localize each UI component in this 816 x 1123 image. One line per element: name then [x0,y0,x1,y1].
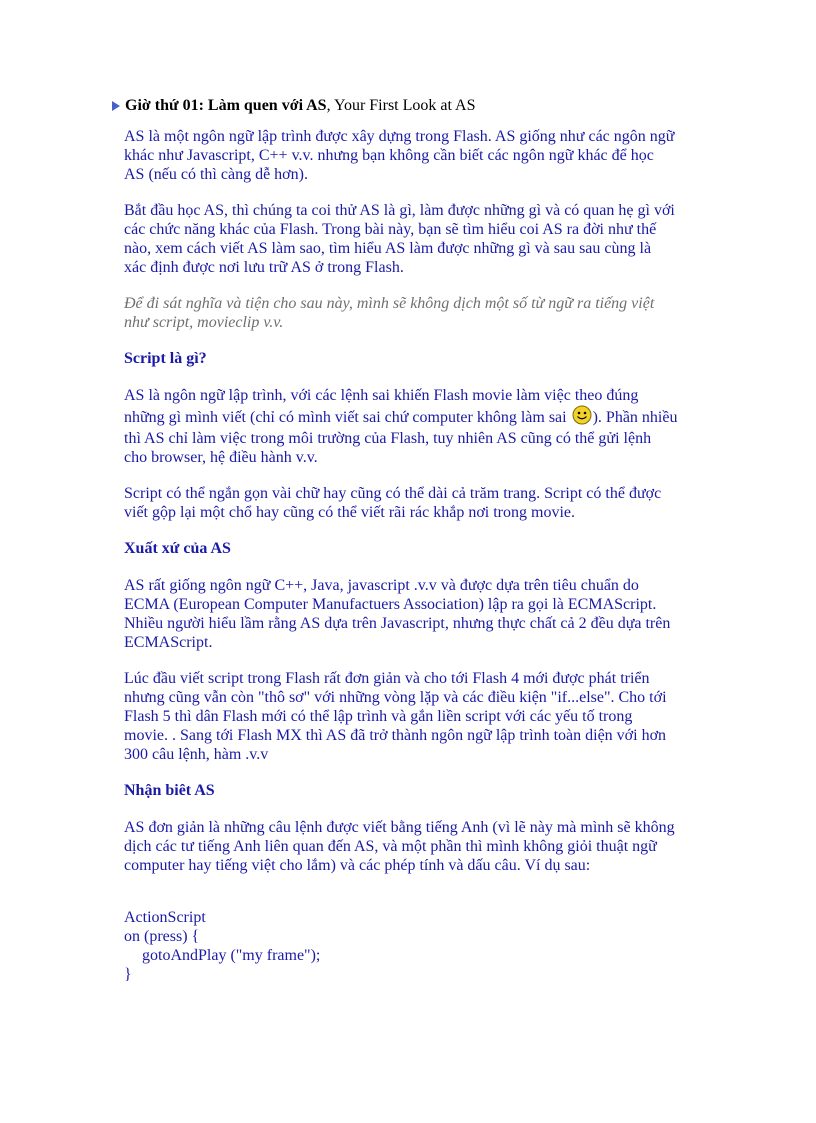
arrow-bullet-icon [112,101,120,111]
text-line: nhưng cũng vẫn còn "thô sơ" với những vòng lặp và các điều kiện "if...else". Cho tới [124,689,667,706]
text-line: nào, xem cách viết AS làm sao, tìm hiểu AS làm được những gì và sau sau cùng là [124,240,652,257]
document-content [124,96,704,984]
text-line: AS là ngôn ngữ lập trình, với các lệnh sai khiến Flash movie làm việc theo đúng [124,387,639,404]
text-line: khác như Javascript, C++ v.v. nhưng bạn không cần biết các ngôn ngữ khác để học [124,147,654,164]
script-paragraph-1 [124,386,704,467]
text-line: như script, movieclip v.v. [124,314,284,331]
text-line: Script có thể ngắn gọn vài chữ hay cũng có thể dài cả trăm trang. Script có thể được [124,485,662,502]
section-heading-recognize: Nhận biêt AS [124,782,215,799]
section-heading-script: Script là gì? [124,350,207,367]
text-line: Để đi sát nghĩa và tiện cho sau này, mình sẽ không dịch một số từ ngữ ra tiếng việt [124,295,655,312]
text-line: AS rất giống ngôn ngữ C++, Java, javascript .v.v và được dựa trên tiêu chuẩn do [124,577,639,594]
text-line: dịch các tư tiếng Anh liên quan đến AS, và một phần thì mình không giỏi thuật ngữ [124,838,657,855]
text-line: movie. . Sang tới Flash MX thì AS đã trở thành ngôn ngữ lập trình toàn diện với hơn [124,727,667,744]
lesson-title-subtitle: , Your First Look at AS [326,97,476,114]
lesson-title-bold: Giờ thứ 01: Làm quen với AS [125,97,327,114]
text-line: viết gộp lại một chổ hay cũng có thể viết rãi rác khắp nơi trong movie. [124,504,575,521]
text-line: AS (nếu có thì càng dễ hơn). [124,166,308,183]
translation-note [124,294,704,332]
origin-paragraph-2 [124,669,704,764]
overview-paragraph [124,201,704,277]
text-line: thì AS chỉ làm việc trong môi trường của Flash, tuy nhiên AS cũng có thể gửi lệnh [124,430,652,447]
code-label: ActionScript [124,909,206,926]
text-line [124,405,704,429]
origin-paragraph-1 [124,576,704,652]
code-example [124,908,704,984]
text-line: Bắt đầu học AS, thì chúng ta coi thử AS là gì, làm được những gì và có quan hẹ gì với [124,202,675,219]
script-paragraph-2 [124,484,704,522]
text-span: ). Phần nhiều [592,409,678,426]
text-line: ECMAScript. [124,634,213,651]
lesson-title [124,96,704,115]
recognize-paragraph [124,818,704,875]
section-heading-origin: Xuất xứ của AS [124,540,231,557]
text-line: Flash 5 thì dân Flash mới có thể lập trình và gắn liền script với các yếu tố trong [124,708,633,725]
text-line: các chức năng khác của Flash. Trong bài này, bạn sẽ tìm hiểu coi AS ra đời như thế [124,221,657,238]
intro-paragraph [124,127,704,184]
code-line: } [124,966,132,983]
text-line: 300 câu lệnh, hàm .v.v [124,746,269,763]
code-line: gotoAndPlay ("my frame"); [142,947,321,964]
text-line: computer hay tiếng việt cho lắm) và các phép tính và dấu câu. Ví dụ sau: [124,857,591,874]
code-line: on (press) { [124,928,200,945]
text-span: những gì mình viết (chỉ có mình viết sai chứ computer không làm sai [124,409,571,426]
smiley-icon [572,405,592,425]
text-line: xác định được nơi lưu trữ AS ở trong Flash. [124,259,404,276]
text-line: Nhiều người hiểu lầm rằng AS dựa trên Javascript, nhưng thực chất cả 2 đều dựa trên [124,615,671,632]
text-line: AS đơn giản là những câu lệnh được viết bằng tiếng Anh (vì lẽ này mà mình sẽ không [124,819,675,836]
text-line: Lúc đầu viết script trong Flash rất đơn giản và cho tới Flash 4 mới được phát triển [124,670,650,687]
text-line: ECMA (European Computer Manufactuers Association) lập ra gọi là ECMAScript. [124,596,657,613]
text-line: AS là một ngôn ngữ lập trình được xây dựng trong Flash. AS giống như các ngôn ngữ [124,128,675,145]
text-line: cho browser, hệ điều hành v.v. [124,449,318,466]
